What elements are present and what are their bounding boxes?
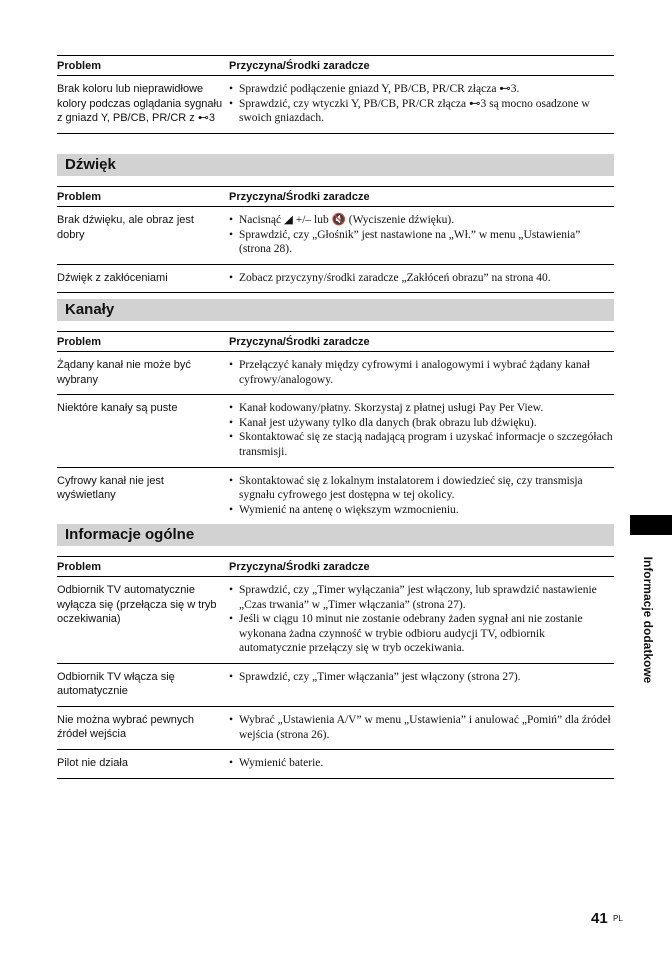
problem-text: Nie można wybrać pewnych źródeł wejścia	[57, 713, 194, 741]
page-number: 41	[591, 910, 608, 927]
fix-item: • Kanał kodowany/płatny. Skorzystaj z płatnej usługi Pay Per View.	[229, 401, 614, 416]
problem-text: Dźwięk z zakłóceniami	[57, 271, 168, 284]
table-row	[57, 207, 614, 265]
troubleshoot-table-channels	[57, 331, 614, 525]
chapter-thumb-tab	[630, 515, 672, 535]
table-row	[57, 352, 614, 395]
header-cause: Przyczyna/Środki zaradcze	[229, 60, 370, 72]
table-header	[57, 556, 614, 577]
problem-text: Niektóre kanały są puste	[57, 402, 178, 415]
fix-item: • Sprawdzić podłączenie gniazd Y, PB/CB, PR/CR złącza ⊷3.	[229, 82, 614, 97]
fix-item: • Kanał jest używany tylko dla danych (brak obrazu lub dźwięku).	[229, 416, 614, 431]
fix-item: • Zobacz przyczyny/środki zaradcze „Zakłóceń obrazu” na strona 40.	[229, 271, 614, 286]
fix-item: • Jeśli w ciągu 10 minut nie zostanie odebrany żaden sygnał ani nie zostanie wykonana żadna czynność w trybie odbioru audycji TV, odbiornik automatycznie przełączy się w tryb oczekiwania.	[229, 612, 614, 656]
fix-item: • Sprawdzić, czy „Timer wyłączania” jest włączony, lub sprawdzić nastawienie „Czas trwania” w „Timer włączania” (strona 27).	[229, 583, 614, 612]
page-language-code: PL	[613, 914, 623, 923]
chapter-side-label: Informacje dodatkowe	[641, 556, 655, 684]
section-title-channels: Kanały	[57, 299, 614, 321]
table-header	[57, 186, 614, 207]
header-cause: Przyczyna/Środki zaradcze	[229, 191, 370, 203]
fix-item: • Nacisnąć ◢ +/– lub 🔇 (Wyciszenie dźwięku).	[229, 213, 614, 228]
problem-text: Odbiornik TV automatycznie wyłącza się (przełącza się w tryb oczekiwania)	[57, 584, 217, 625]
problem-text: Żądany kanał nie może być wybrany	[57, 359, 191, 386]
table-header	[57, 55, 614, 76]
header-problem: Problem	[57, 336, 102, 348]
table-row	[57, 707, 614, 750]
fix-item: • Skontaktować się z lokalnym instalatorem i dowiedzieć się, czy transmisja sygnału cyfrowego jest dostępna w tej okolicy.	[229, 474, 614, 503]
fix-item: • Sprawdzić, czy „Głośnik” jest nastawione na „Wł.” w menu „Ustawienia” (strona 28).	[229, 228, 614, 257]
problem-text: Odbiornik TV włącza się automatycznie	[57, 670, 175, 698]
fix-item: • Sprawdzić, czy wtyczki Y, PB/CB, PR/CR złącza ⊷3 są mocno osadzone w swoich gniazdach.	[229, 97, 614, 126]
troubleshoot-table-video	[57, 55, 614, 134]
fix-item: • Wymienić baterie.	[229, 756, 614, 771]
section-title-sound: Dźwięk	[57, 154, 614, 176]
fix-item: • Przełączyć kanały między cyfrowymi i analogowymi i wybrać żądany kanał cyfrowy/analogowy.	[229, 358, 614, 387]
fix-item: • Sprawdzić, czy „Timer włączania” jest włączony (strona 27).	[229, 670, 614, 685]
problem-text: Pilot nie działa	[57, 757, 128, 770]
troubleshoot-table-sound	[57, 186, 614, 293]
table-header	[57, 331, 614, 352]
fix-item: • Wybrać „Ustawienia A/V” w menu „Ustawienia” i anulować „Pomiń” dla źródeł wejścia (strona 26).	[229, 713, 614, 742]
table-row	[57, 395, 614, 467]
header-cause: Przyczyna/Środki zaradcze	[229, 561, 370, 573]
table-row	[57, 76, 614, 134]
fix-item: • Skontaktować się ze stacją nadającą program i uzyskać informacje o szczegółach transmisji.	[229, 430, 614, 459]
table-row	[57, 468, 614, 526]
header-problem: Problem	[57, 191, 102, 203]
header-problem: Problem	[57, 60, 102, 72]
section-title-general: Informacje ogólne	[57, 524, 614, 546]
troubleshoot-table-general	[57, 556, 614, 779]
header-problem: Problem	[57, 561, 102, 573]
table-row	[57, 664, 614, 707]
problem-text: Cyfrowy kanał nie jest wyświetlany	[57, 474, 164, 502]
table-row	[57, 577, 614, 664]
table-row	[57, 265, 614, 294]
problem-text: Brak koloru lub nieprawidłowe kolory podczas oglądania sygnału z gniazd Y, PB/CB, PR/CR z ⊷3	[57, 83, 223, 124]
table-row	[57, 750, 614, 779]
fix-item: • Wymienić na antenę o większym wzmocnieniu.	[229, 503, 614, 518]
problem-text: Brak dźwięku, ale obraz jest dobry	[57, 214, 194, 241]
header-cause: Przyczyna/Środki zaradcze	[229, 336, 370, 348]
